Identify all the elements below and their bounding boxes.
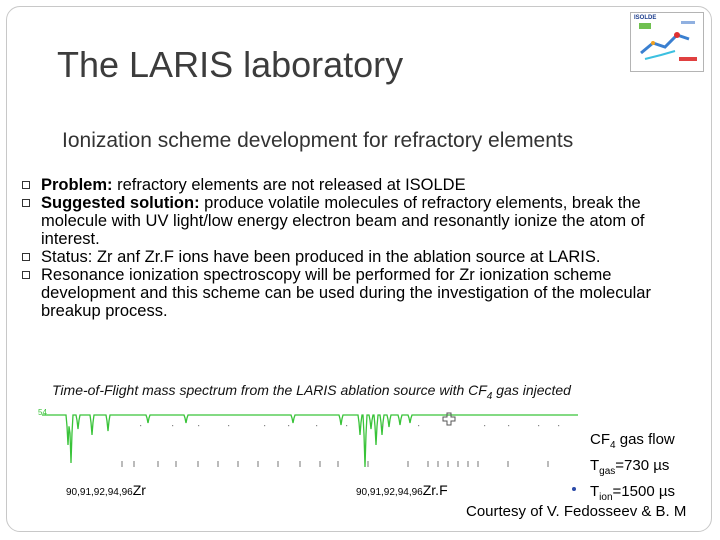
caption-subscript: 4 — [486, 390, 493, 402]
bullet-item — [22, 266, 682, 320]
caption-main: Time-of-Flight mass spectrum from the LARIS ablation source with CF — [52, 382, 487, 398]
spectrum-caption — [52, 382, 571, 402]
zr-mass-numbers: 90,91,92,94,96 — [66, 487, 133, 498]
bullet-box-icon — [22, 253, 30, 261]
noise-dot — [172, 425, 173, 426]
axis-marker-label: 54 — [38, 408, 47, 417]
bullet-text: refractory elements are not released at ISOLDE — [112, 176, 466, 194]
noise-dot — [538, 425, 539, 426]
param-text: =730 µs — [615, 457, 670, 474]
isolde-logo — [630, 12, 704, 72]
bullet-list — [22, 176, 682, 320]
noise-dot — [264, 425, 265, 426]
bullet-box-icon — [22, 199, 30, 207]
param-subscript: ion — [599, 492, 613, 503]
zrf-element: Zr.F — [422, 482, 448, 498]
bullet-box-icon — [22, 271, 30, 279]
bullet-dot-icon — [572, 487, 576, 491]
run-parameters — [590, 430, 675, 508]
zrf-mass-numbers: 90,91,92,94,96 — [356, 487, 423, 498]
zr-element: Zr — [132, 482, 146, 498]
param-text: T — [590, 457, 600, 474]
isolde-logo-graphic — [631, 13, 703, 71]
isolde-logo-label: ISOLDE — [634, 15, 657, 21]
bullet-item — [22, 248, 682, 266]
slide-subtitle: Ionization scheme development for refractory elements — [62, 129, 574, 152]
bullet-bold: Problem: — [41, 176, 113, 194]
noise-dot — [316, 425, 317, 426]
bullet-bold: Suggested solution: — [41, 194, 200, 212]
param-subscript: gas — [599, 466, 616, 477]
bullet-text: Resonance ionization spectroscopy will be performed for Zr ionization scheme development and this scheme can be used during the investigation of the molecular breakup process. — [41, 266, 651, 320]
spectrum-trace — [42, 415, 578, 467]
baseline-ticks — [122, 425, 559, 467]
param-t-gas — [590, 456, 675, 482]
param-text: CF — [590, 431, 610, 448]
noise-dot — [484, 425, 485, 426]
courtesy-credit: Courtesy of V. Fedosseev & B. M — [466, 503, 687, 520]
param-text: gas flow — [615, 431, 675, 448]
param-subscript: 4 — [610, 440, 616, 451]
bullet-text: produce volatile molecules of refractory elements, break the molecule with UV light/low energy electron beam and resonantly ionize the atom of interest. — [41, 194, 645, 248]
noise-dot — [418, 425, 419, 426]
noise-dot — [288, 425, 289, 426]
noise-dot — [382, 425, 383, 426]
noise-dot — [558, 425, 559, 426]
param-gas-flow — [590, 430, 675, 456]
bullet-text: Status: Zr anf Zr.F ions have been produced in the ablation source at LARIS. — [41, 248, 601, 266]
noise-dot — [140, 425, 141, 426]
noise-dot — [508, 425, 509, 426]
bullet-box-icon — [22, 181, 30, 189]
zrf-peak-label — [356, 482, 448, 498]
param-text: =1500 µs — [612, 483, 675, 500]
zr-peak-label — [66, 482, 146, 498]
param-text: T — [590, 483, 600, 500]
bullet-item — [22, 194, 682, 248]
noise-dot — [198, 425, 199, 426]
bullet-item — [22, 176, 682, 194]
slide-title: The LARIS laboratory — [57, 44, 404, 85]
noise-dot — [228, 425, 229, 426]
caption-end: gas injected — [492, 382, 571, 398]
noise-dot — [346, 425, 347, 426]
